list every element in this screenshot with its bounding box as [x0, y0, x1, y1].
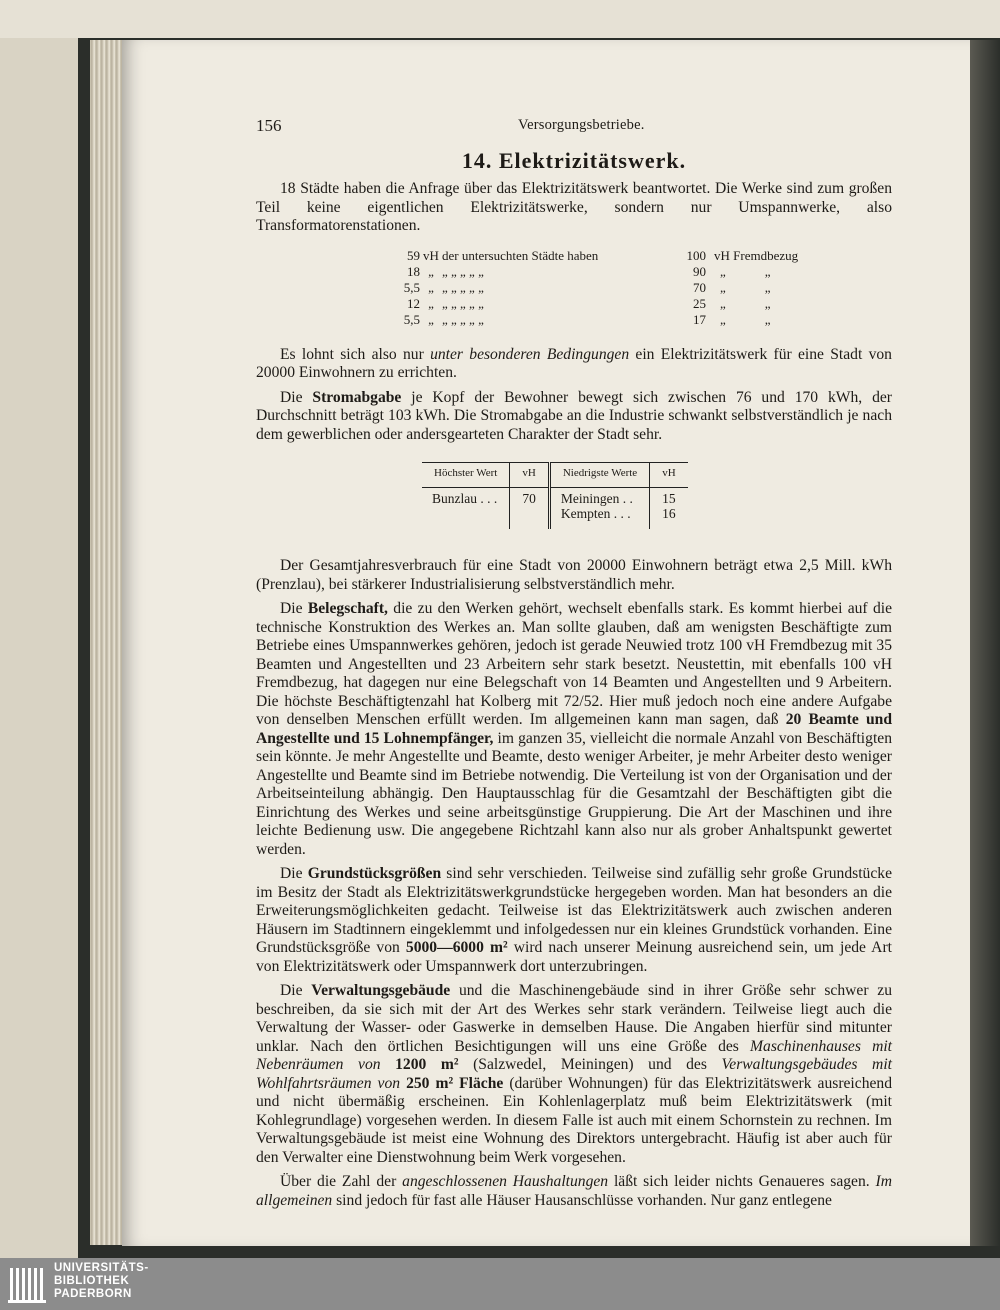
scanner-bed — [0, 0, 1000, 38]
library-name: UNIVERSITÄTS- BIBLIOTHEK PADERBORN — [54, 1262, 149, 1300]
table-row — [422, 488, 688, 530]
high-value: 70 — [510, 488, 549, 530]
paragraph-lohnt: Es lohnt sich also nur unter besonderen Bedingungen ein Elektrizitätswerk für eine Stadt von 20000 Einwohnern zu errichten. — [256, 345, 892, 381]
paragraph-stromabgabe: Die Stromabgabe je Kopf der Bewohner bewegt sich zwischen 76 und 170 kWh, der Durchschnitt beträgt 103 kWh. Die Stromabgabe an die Industrie schwankt selbstverständlich je nach dem gewerblichen oder andersgearteten Charakter der Stadt sehr. — [256, 388, 892, 443]
paragraph-haushaltungen: Über die Zahl der angeschlossenen Haushaltungen läßt sich leider nichts Genaueres sagen. Im allgemeinen sind jedoch für fast alle Häuser Hausanschlüsse vorhanden. Nur ganz entlegene — [256, 1173, 892, 1209]
table-header-row — [422, 463, 688, 488]
column-header: vH — [510, 463, 549, 488]
page-content — [256, 112, 892, 1216]
column-header: Höchster Wert — [422, 463, 510, 488]
intro-paragraph: 18 Städte haben die Anfrage über das Elektrizitätswerk beantwortet. Die Werke sind zum großen Teil keine eigentlichen Elektrizitätswerke, sondern nur Umspannwerke, also Transformatorenstationen. — [256, 180, 892, 234]
paragraph-gesamtverbrauch: Der Gesamtjahresverbrauch für eine Stadt von 20000 Einwohnern beträgt etwa 2,5 Mill. kWh (Prenzlau), bei stärkerer Industrialisierung selbstverständlich mehr. — [256, 557, 892, 593]
list-item: 5,5 „ „ „ „ „ „ 70 „ „ — [403, 279, 771, 295]
high-city: Bunzlau . . . — [432, 491, 498, 506]
column-header: Niedrigste Werte — [549, 463, 649, 488]
low-values: 15 16 — [650, 488, 688, 530]
library-logo-icon — [6, 1262, 50, 1306]
page-number: 156 — [256, 116, 282, 135]
list-item: 59 vH der untersuchten Städte haben 100 vH Fremdbezug — [407, 247, 799, 263]
low-cities: Meiningen . . Kempten . . . — [549, 488, 649, 530]
list-item: 5,5 „ „ „ „ „ „ 17 „ „ — [403, 311, 771, 327]
paragraph-belegschaft: Die Belegschaft, die zu den Werken gehört, wechselt ebenfalls stark. Es kommt hierbei auf die technische Konstruktion des Werkes an. Man sollte glauben, daß am wenigsten Beschäftigte zum Betriebe eines Umspannwerkes gehören, jedoch ist gerade Neuwied trotz 100 vH Fremdbezug mit 35 Beamten und Angestellten und 23 Arbeitern sehr stark besetzt. Neustettin, mit ebenfalls 100 vH Fremdbezug, hat dagegen nur eine Belegschaft von 14 Beamten und Angestellten und 9 Arbeitern. Die höchste Beschäftigtenzahl hat Kolberg mit 72/52. Hier muß jedoch noch eine andere Aufgabe von denselben Menschen erfüllt werden. Im allgemeinen kann man sagen, daß 20 Beamte und Angestellte und 15 Lohnempfänger, im ganzen 35, vielleicht die normale Anzahl von Beschäftigten sein könnte. Je mehr Angestellte und Beamte, desto weniger Arbeiter, je mehr Arbeiter desto weniger Angestellte und Beamte sind im Betriebe notwendig. Die Verteilung ist von der Organisation und der Arbeitseinteilung abhängig. Den Hauptausschlag für die Gesamtzahl der Beschäftigten gibt die Einrichtung des Werkes und seine arbeitsgünstige Gruppierung. Die Art der Maschinen und ihre leichte Bedienung usw. Die angegebene Richtzahl kann also nur als grober Anhaltspunkt gewertet werden. — [256, 600, 892, 858]
list-item: 18 „ „ „ „ „ „ 90 „ „ — [407, 263, 771, 279]
library-footer — [0, 1258, 1000, 1310]
running-head: Versorgungsbetriebe. — [518, 117, 645, 133]
section-title: 14. Elektrizitätswerk. — [461, 148, 687, 173]
paragraph-grundstuecke: Die Grundstücksgrößen sind sehr verschieden. Teilweise sind zufällig sehr große Grundstücke im Besitz der Stadt als Elektrizitätswerkgrundstücke hergegeben worden. Man hat besonders an die Erweiterungsmöglichkeiten gedacht. Teilweise ist das Elektrizitätswerk auch zwischen anderen Häusern im Stadtinnern eingeklemmt und infolgedessen nur ein kleines Grundstück vorhanden. Eine Grundstücksgröße von 5000—6000 m² wird nach unserer Meinung ausreichend sein, um jede Art von Elektrizitätswerk oder Umspannwerk dort unterzubringen. — [256, 865, 892, 975]
list-item: 12 „ „ „ „ „ „ 25 „ „ — [407, 295, 771, 311]
column-header: vH — [650, 463, 688, 488]
stromabgabe-table — [422, 462, 688, 529]
paragraph-verwaltung: Die Verwaltungsgebäude und die Maschinengebäude sind in ihrer Größe sehr schwer zu beschreiben, da sie sich mit der Art des Werkes sehr stark verändern. Teilweise liegt auch die Verwaltung der Wasser- oder Gaswerke in demselben Hause. Die Angaben hierfür sind mitunter unklar. Nach den örtlichen Besichtigungen will uns eine Größe des Maschinenhauses mit Nebenräumen von 1200 m² (Salzwedel, Meiningen) und des Verwaltungsgebäudes mit Wohlfahrtsräumen von 250 m² Fläche (darüber Wohnungen) für das Elektrizitätswerk ausreichend und nicht übermäßig erscheinen. Ein Kohlenlagerplatz muß beim Elektrizitätswerk (mit Kohlegrundlage) vorgesehen werden. In diesem Falle ist auch mit einem Schornstein zu rechnen. Im Verwaltungsgebäude ist meist eine Wohnung des Direktors untergebracht. Häufig ist aber auch für den Verwalter eine Dienstwohnung beim Werk vorgesehen. — [256, 982, 892, 1166]
running-header — [256, 112, 892, 138]
fremdbezug-list — [388, 248, 892, 328]
cover-edge — [970, 40, 1000, 1246]
